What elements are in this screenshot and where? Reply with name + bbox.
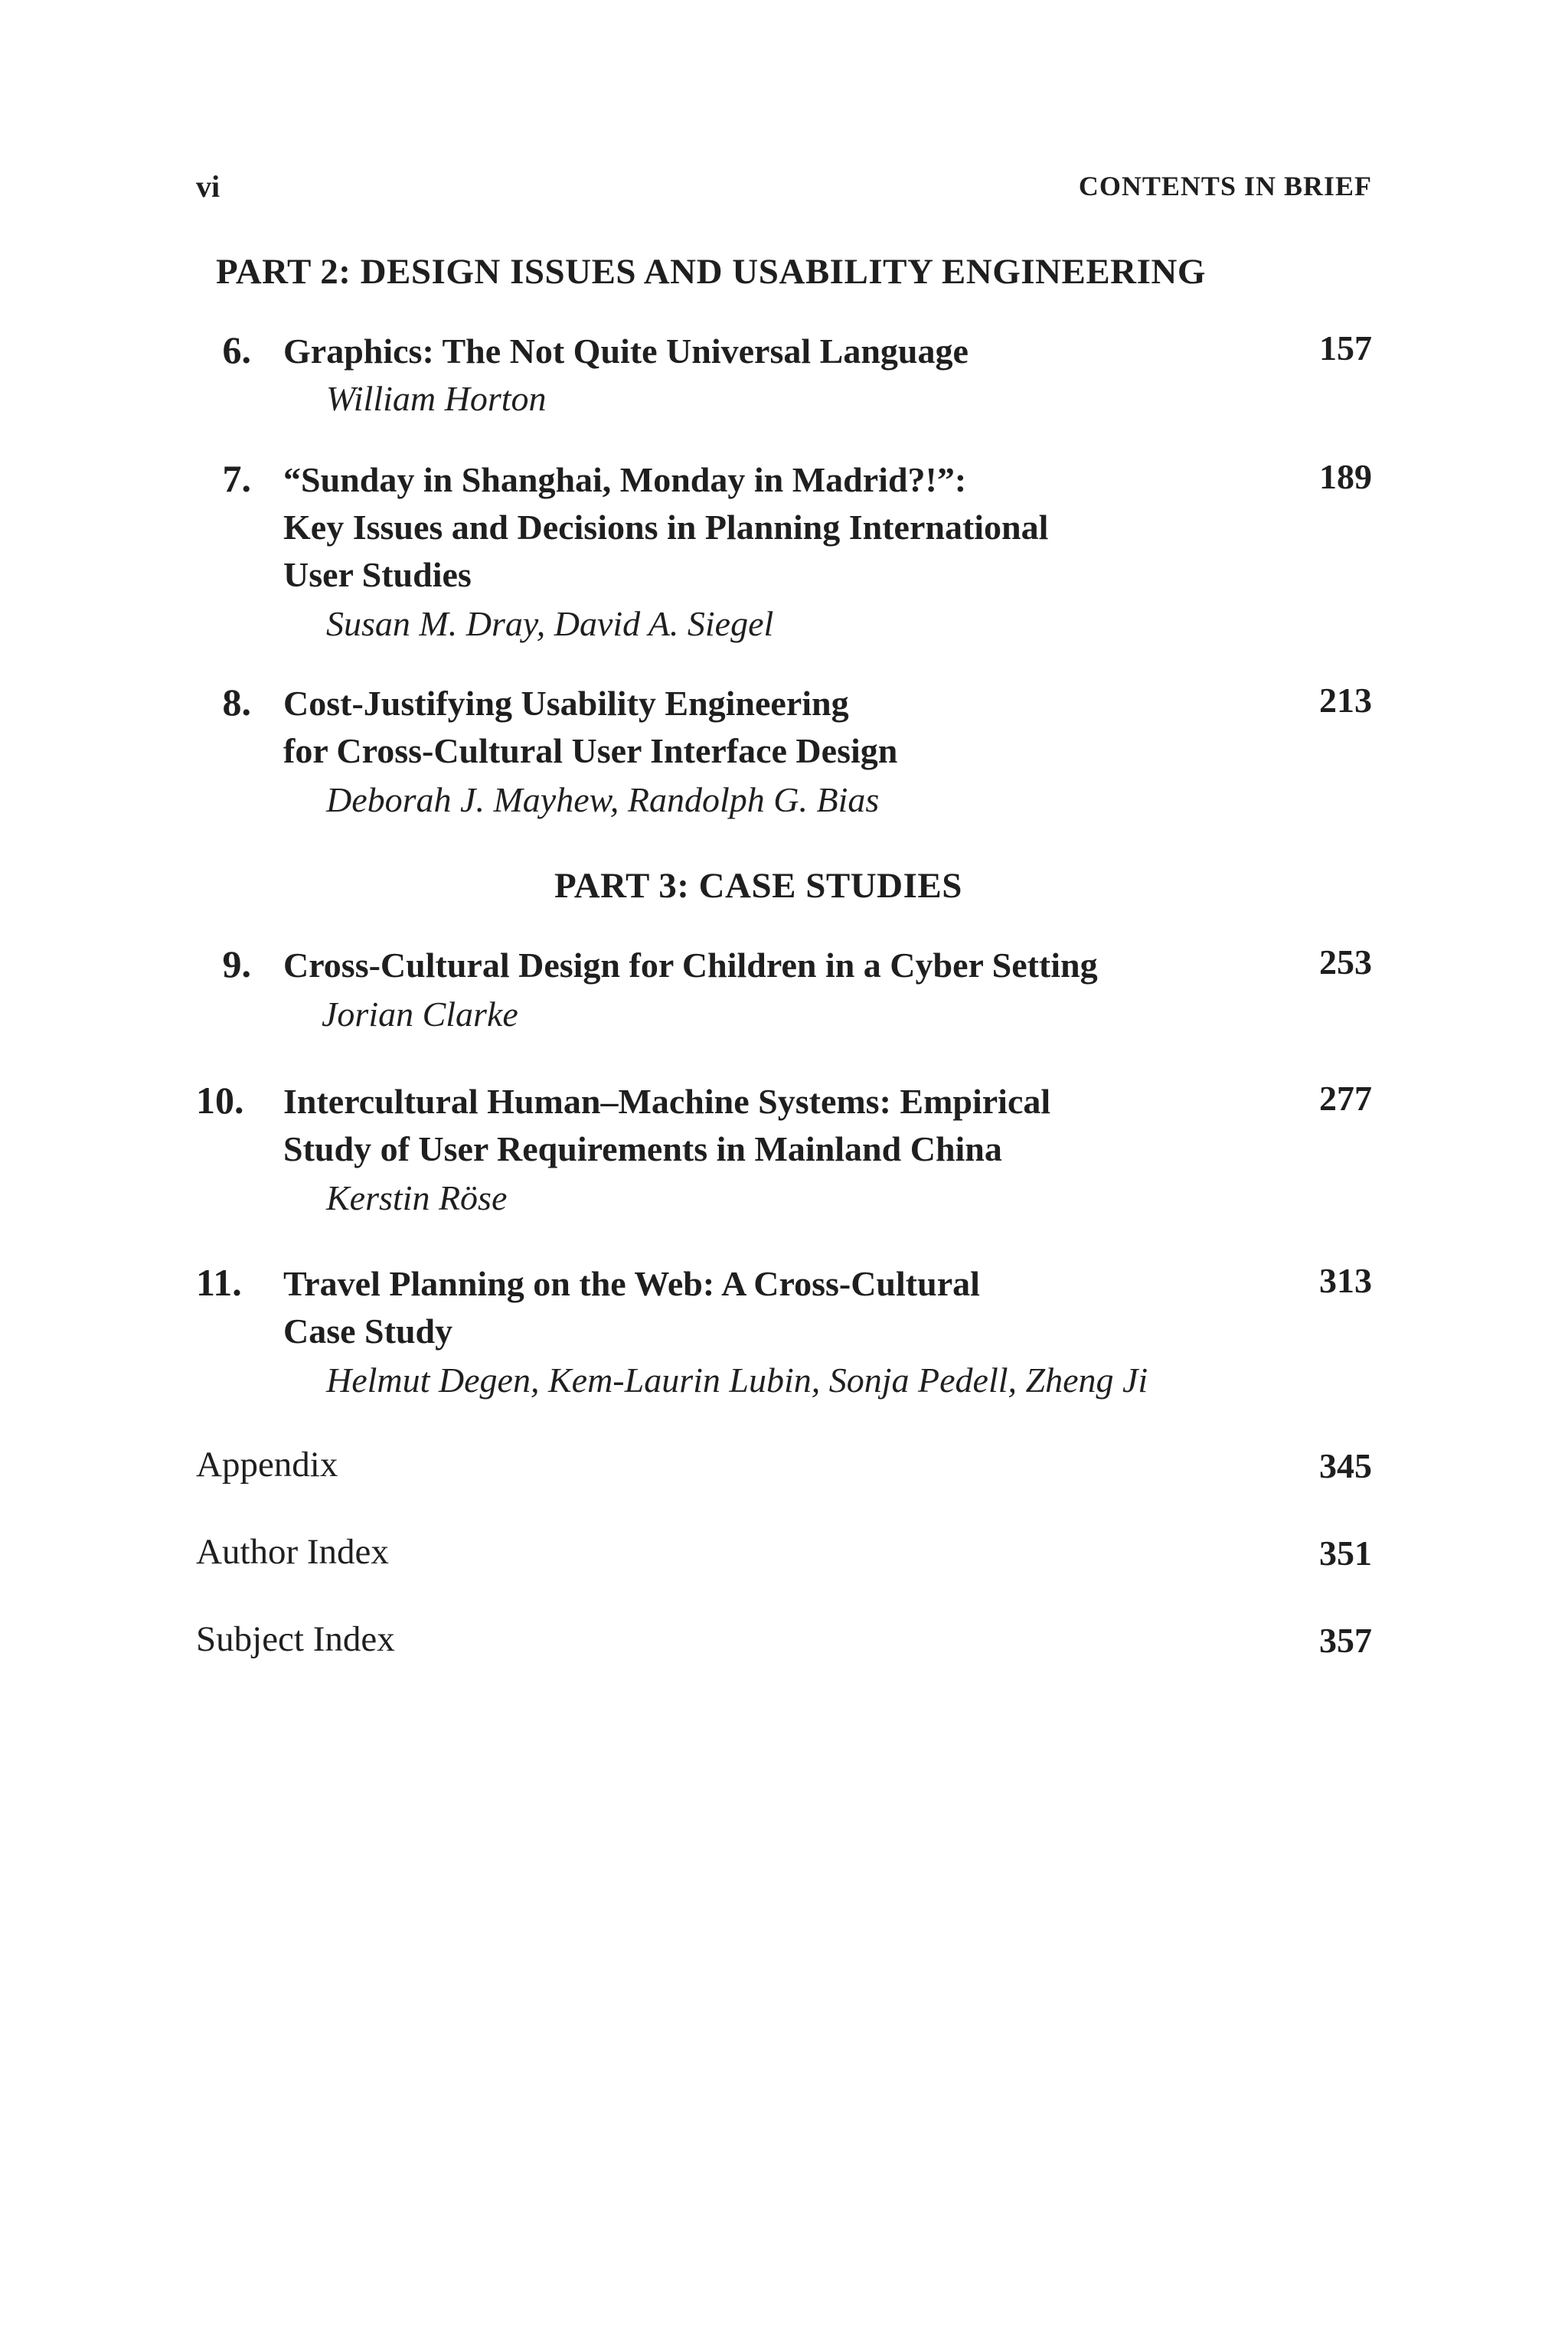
chapter-page-number: 313 [1319,1261,1372,1300]
chapter-number: 8. [222,681,251,724]
back-matter-page-number: 357 [1319,1621,1372,1660]
chapter-title-line: Key Issues and Decisions in Planning International [283,508,1049,547]
chapter-title-line: Cost-Justifying Usability Engineering [283,684,849,723]
chapter-title-line: Intercultural Human–Machine Systems: Empirical [283,1082,1051,1121]
chapter-title-line: Travel Planning on the Web: A Cross-Cultural [283,1264,980,1303]
chapter-title-line: Case Study [283,1312,453,1351]
chapter-title-line: Cross-Cultural Design for Children in a Cyber Setting [283,946,1098,985]
chapter-title-line: for Cross-Cultural User Interface Design [283,731,898,770]
chapter-page-number: 253 [1319,942,1372,982]
chapter-title-line: Graphics: The Not Quite Universal Language [283,332,969,371]
chapter-page-number: 189 [1319,457,1372,496]
chapter-title-line: User Studies [283,555,472,594]
chapter-author: Deborah J. Mayhew, Randolph G. Bias [326,780,880,819]
part-heading: PART 3: CASE STUDIES [554,866,962,906]
back-matter-page-number: 345 [1319,1446,1372,1485]
chapter-number: 9. [222,942,251,985]
running-title: CONTENTS IN BRIEF [1078,171,1372,201]
chapter-number: 6. [222,328,251,371]
chapter-author: William Horton [326,379,547,418]
chapter-page-number: 157 [1319,328,1372,368]
chapter-author: Jorian Clarke [322,995,518,1034]
chapter-number: 11. [196,1261,242,1304]
back-matter-label: Appendix [196,1445,338,1485]
running-page-number: vi [196,169,220,204]
back-matter-page-number: 351 [1319,1534,1372,1573]
chapter-author: Helmut Degen, Kem-Laurin Lubin, Sonja Pedell, Zheng Ji [326,1361,1148,1400]
chapter-page-number: 277 [1319,1079,1372,1118]
chapter-author: Susan M. Dray, David A. Siegel [326,604,774,643]
part-heading: PART 2: DESIGN ISSUES AND USABILITY ENGINEERING [216,252,1206,292]
back-matter-label: Subject Index [196,1619,395,1659]
chapter-page-number: 213 [1319,681,1372,720]
back-matter-label: Author Index [196,1532,389,1572]
chapter-author: Kerstin Röse [326,1178,508,1217]
chapter-number: 7. [222,457,251,500]
chapter-title-line: “Sunday in Shanghai, Monday in Madrid?!”: [283,460,967,499]
chapter-number: 10. [196,1079,244,1122]
chapter-title-line: Study of User Requirements in Mainland China [283,1129,1002,1168]
